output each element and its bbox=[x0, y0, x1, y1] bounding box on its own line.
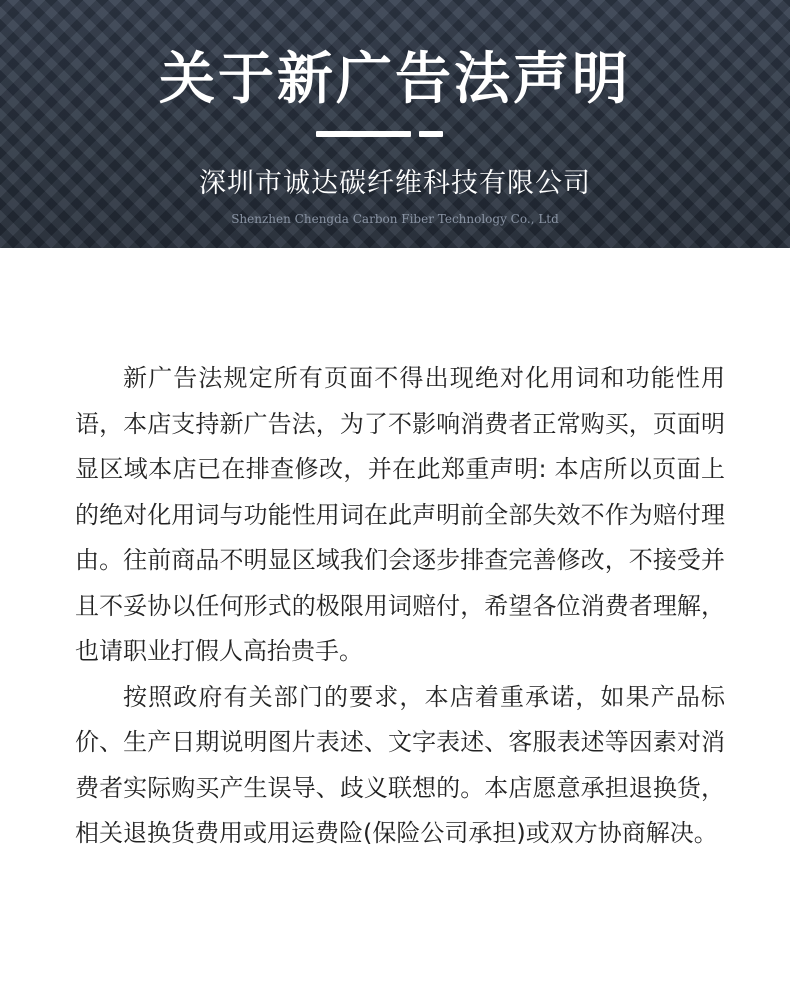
header-banner bbox=[0, 0, 790, 248]
title-divider-short bbox=[419, 131, 443, 137]
company-name-chinese: 深圳市诚达碳纤维科技有限公司 bbox=[199, 168, 591, 199]
statement-paragraph-1: 新广告法规定所有页面不得出现绝对化用词和功能性用语，本店支持新广告法，为了不影响消费者正常购买，页面明显区域本店已在排查修改，并在此郑重声明: 本店所以页面上的绝对化用词与功能性用词在此声明前全部失效不作为赔付理由。往前商品不明显区域我们会逐步排查完善修改，不接受并且不妥协以任何形式的极限用词赔付，希望各位消费者理解，也请职业打假人高抬贵手。 bbox=[75, 364, 725, 665]
title-divider-long bbox=[316, 131, 411, 137]
statement-paragraph-2: 按照政府有关部门的要求，本店着重承诺，如果产品标价、生产日期说明图片表述、文字表述、客服表述等因素对消费者实际购买产生误导、歧义联想的。本店愿意承担退换货，相关退换货费用或用运费险(保险公司承担)或双方协商解决。 bbox=[75, 682, 725, 847]
page-title: 关于新广告法声明 bbox=[159, 47, 631, 112]
company-name-english: Shenzhen Chengda Carbon Fiber Technology Co., Ltd bbox=[231, 212, 559, 226]
statement-body bbox=[75, 356, 725, 857]
